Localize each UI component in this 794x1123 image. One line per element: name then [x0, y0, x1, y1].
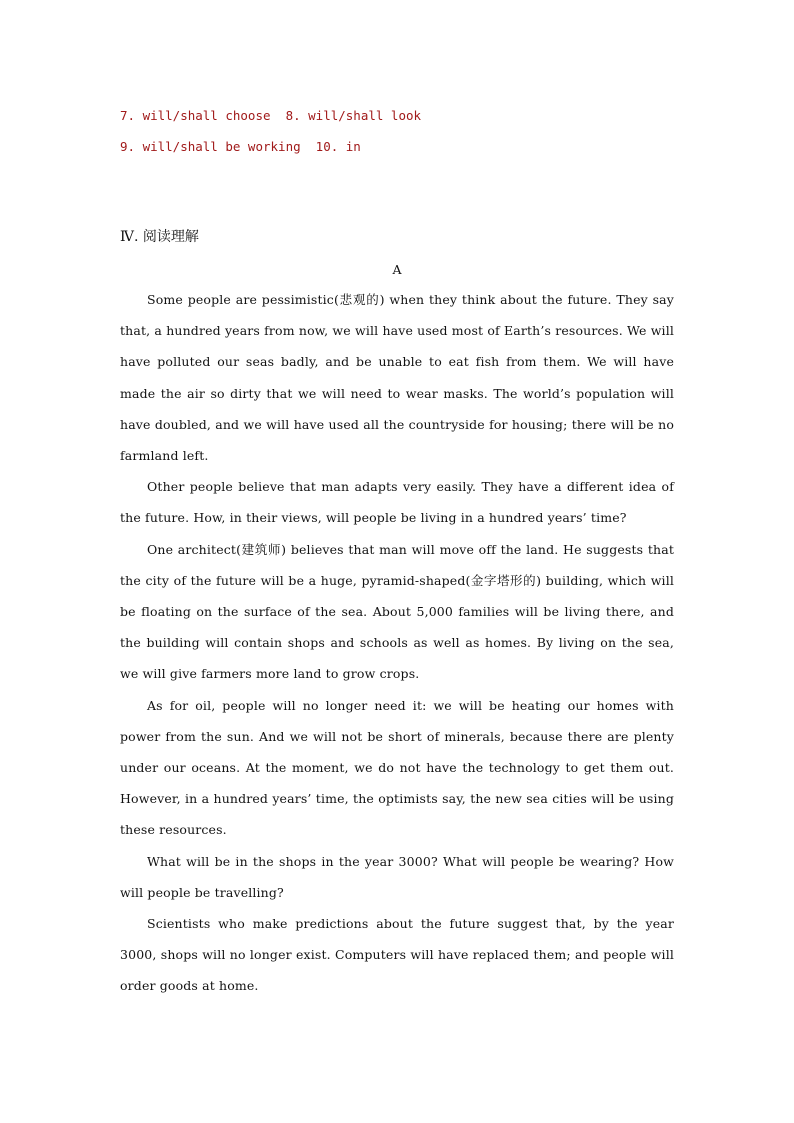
paragraph-3: One architect(建筑师) believes that man will move off the land. He suggests that the city of the future will be a huge, pyramid-shaped(金字塔形的) building, which will be floating on the surface of the sea. About 5,000 families will be living there, and the building will contain shops and schools as well as homes. By living on the sea, we will give farmers more land to grow crops. [120, 541, 674, 682]
paragraph-4: As for oil, people will no longer need it: we will be heating our homes with power from the sun. And we will not be short of minerals, because there are plenty under our oceans. At the moment, we do not have the technology to get them out. However, in a hundred years’ time, the optimists say, the new sea cities will be using these resources. [120, 697, 674, 838]
answer-line-9-10: 9. will/shall be working 10. in [120, 139, 361, 154]
passage-a [120, 284, 674, 1002]
paragraph-2: Other people believe that man adapts very easily. They have a different idea of the future. How, in their views, will people be living in a hundred years’ time? [120, 479, 674, 526]
paragraph-1: Some people are pessimistic(悲观的) when they think about the future. They say that, a hundred years from now, we will have used most of Earth’s resources. We will have polluted our seas badly, and be unable to eat fish from them. We will have made the air so dirty that we will need to wear masks. The world’s population will have doubled, and we will have used all the countryside for housing; there will be no farmland left. [120, 292, 674, 464]
passage-label: A [392, 262, 402, 277]
section-heading-reading: Ⅳ. 阅读理解 [120, 229, 199, 245]
answer-key [120, 100, 680, 162]
paragraph-6: Scientists who make predictions about the future suggest that, by the year 3000, shops will no longer exist. Computers will have replaced them; and people will order goods at home. [120, 916, 674, 994]
paragraph-5: What will be in the shops in the year 3000? What will people be wearing? How will people be travelling? [120, 853, 674, 900]
answer-line-7-8: 7. will/shall choose 8. will/shall look [120, 108, 422, 123]
